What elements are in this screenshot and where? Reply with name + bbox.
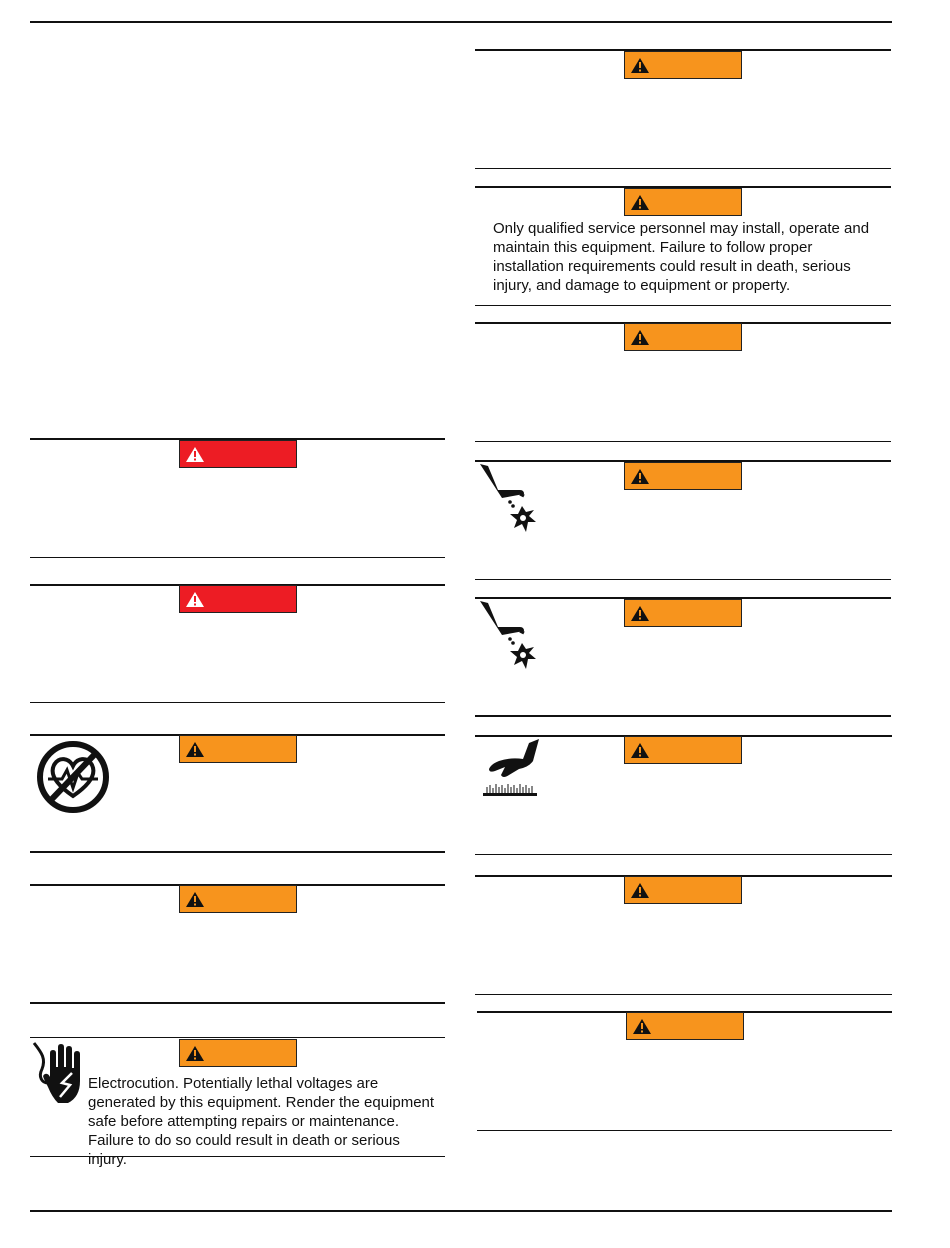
warning-badge	[179, 735, 297, 763]
hot-surface-hand-icon	[479, 737, 541, 806]
warning-badge	[179, 1039, 297, 1067]
warning-triangle-icon	[185, 891, 205, 908]
warning-panel	[475, 322, 891, 442]
warning-triangle-icon	[630, 742, 650, 759]
warning-badge	[624, 323, 742, 351]
warning-badge	[624, 736, 742, 764]
danger-badge	[179, 440, 297, 468]
warning-badge	[624, 599, 742, 627]
warning-panel-qualified-personnel	[475, 186, 891, 306]
warning-badge	[624, 51, 742, 79]
warning-panel-hot-surface	[475, 735, 892, 855]
warning-badge	[624, 876, 742, 904]
warning-panel	[477, 1011, 892, 1131]
warning-triangle-icon	[630, 329, 650, 346]
warning-badge	[624, 188, 742, 216]
page-top-rule	[30, 21, 892, 23]
warning-badge	[624, 462, 742, 490]
warning-triangle-icon	[185, 591, 205, 608]
qualified-personnel-warning-text: Only qualified service personnel may install, operate and maintain this equipment. Failure to follow proper installation requirements could result in death, serious injury, and damage to equipment or property.	[493, 220, 870, 294]
warning-panel-moving-parts	[475, 460, 891, 580]
warning-panel-pacemaker	[30, 734, 445, 853]
warning-triangle-icon	[630, 605, 650, 622]
warning-triangle-icon	[630, 468, 650, 485]
hand-moving-parts-icon	[476, 464, 540, 541]
warning-panel	[475, 875, 892, 995]
danger-panel	[30, 584, 445, 703]
danger-panel	[30, 438, 445, 558]
hand-moving-parts-icon	[476, 601, 540, 678]
warning-panel-moving-parts	[475, 597, 891, 717]
warning-badge	[179, 885, 297, 913]
danger-badge	[179, 585, 297, 613]
warning-panel-electrocution	[30, 1037, 445, 1168]
warning-panel	[475, 49, 891, 169]
warning-badge	[626, 1012, 744, 1040]
warning-triangle-icon	[632, 1018, 652, 1035]
warning-triangle-icon	[630, 882, 650, 899]
warning-triangle-icon	[185, 1045, 205, 1062]
electric-shock-hand-icon	[32, 1039, 90, 1114]
electrocution-warning-text: Electrocution. Potentially lethal voltages are generated by this equipment. Render the equipment safe before attempting repairs or maintenance. Failure to do so could result in death or serious injury.	[88, 1075, 435, 1168]
page-bottom-rule	[30, 1210, 892, 1212]
warning-triangle-icon	[185, 741, 205, 758]
warning-panel	[30, 884, 445, 1004]
warning-triangle-icon	[630, 194, 650, 211]
warning-triangle-icon	[185, 446, 205, 463]
warning-triangle-icon	[630, 57, 650, 74]
no-pacemaker-icon	[36, 740, 110, 819]
